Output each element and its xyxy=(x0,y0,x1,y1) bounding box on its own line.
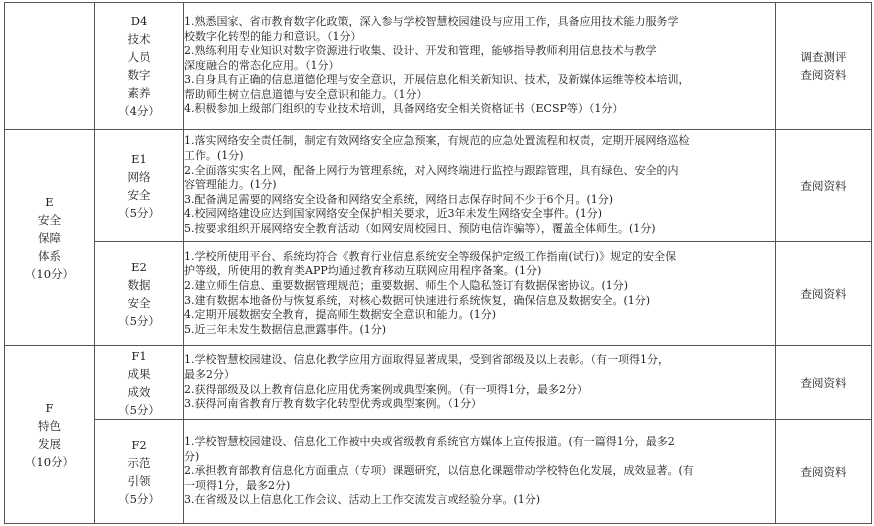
subcategory-label: 示范 xyxy=(127,455,151,470)
criteria-item: 2.获得部级及以上教育信息化应用优秀案例或典型案例。（有一项得1分，最多2分） xyxy=(184,382,588,396)
criteria-item: 1.熟悉国家、省市教育数字化政策，深入参与学校智慧校园建设与应用工作，具备应用技术能力服务学 xyxy=(184,14,679,28)
subcategory-label: 人员 xyxy=(127,50,151,64)
table-row xyxy=(5,242,872,346)
category-cell xyxy=(5,346,95,524)
category-cell xyxy=(5,3,95,130)
criteria-item: 4.积极参加上级部门组织的专业技术培训，具备网络安全相关资格证书（ECSP等）（1分） xyxy=(184,102,624,116)
category-label: F xyxy=(45,400,54,415)
category-label: 保障 xyxy=(38,230,61,245)
subcategory-cell xyxy=(95,420,184,524)
subcategory-label: （5分） xyxy=(118,205,160,220)
criteria-item: 3.自身具有正确的信息道德伦理与安全意识，开展信息化相关新知识、技术，及新媒体运维等校本培训， xyxy=(184,73,690,87)
evaluation-method-cell xyxy=(776,346,872,420)
subcategory-label: 成果 xyxy=(127,366,151,381)
criteria-cell xyxy=(184,3,776,130)
subcategory-label: D4 xyxy=(130,14,148,28)
subcategory-label: （5分） xyxy=(118,313,160,328)
evaluation-method-cell xyxy=(776,242,872,346)
category-label: 安全 xyxy=(38,212,61,227)
category-label: 发展 xyxy=(38,436,61,451)
subcategory-label: 成效 xyxy=(127,384,151,399)
evaluation-method-label: 查阅资料 xyxy=(800,464,847,479)
category-label: 特色 xyxy=(38,418,61,433)
criteria-item: 3.在省级及以上信息化工作会议、活动上工作交流发言或经验分享。(1分) xyxy=(184,493,541,507)
criteria-cell xyxy=(184,420,776,524)
subcategory-label: E2 xyxy=(131,259,147,274)
category-cell xyxy=(5,130,95,346)
criteria-item: 3.获得河南省教育厅教育数字化转型优秀或典型案例。（1分） xyxy=(184,397,482,411)
subcategory-label: 数据 xyxy=(127,277,151,292)
criteria-item-continued: 帮助师生树立信息道德与安全意识和能力。（1分） xyxy=(184,87,428,101)
subcategory-label: F1 xyxy=(131,348,147,363)
subcategory-label: 素养 xyxy=(127,86,151,100)
evaluation-method-label: 查阅资料 xyxy=(800,286,847,301)
criteria-item-continued: 一项得1分，最多2分) xyxy=(184,478,291,492)
evaluation-table xyxy=(4,2,872,524)
subcategory-label: （4分） xyxy=(118,104,160,118)
criteria-item: 2.承担教育部教育信息化方面重点（专项）课题研究，以信息化课题带动学校特色化发展，成效显著。(有 xyxy=(184,464,694,478)
criteria-cell xyxy=(184,130,776,242)
subcategory-label: 引领 xyxy=(127,473,151,488)
subcategory-label: 安全 xyxy=(127,295,151,310)
criteria-item: 1.学校智慧校园建设、信息化工作被中央或省级教育系统官方媒体上宣传报道。(有一篇得1分，最多2 xyxy=(184,435,675,449)
criteria-item-continued: 工作。(1分) xyxy=(184,149,244,163)
criteria-item: 1.落实网络安全责任制，制定有效网络安全应急预案，有规范的应急处置流程和权责，定期开展网络巡检 xyxy=(184,134,690,148)
criteria-item-continued: 分) xyxy=(184,449,200,463)
subcategory-cell xyxy=(95,242,184,346)
criteria-item: 4.定期开展数据安全教育，提高师生数据安全意识和能力。(1分) xyxy=(184,308,497,322)
criteria-item: 5.近三年未发生数据信息泄露事件。(1分) xyxy=(184,322,387,336)
criteria-item: 1.学校智慧校园建设、信息化教学应用方面取得显著成果，受到省部级及以上表彰。（有一项得1分， xyxy=(184,353,669,367)
evaluation-method-cell xyxy=(776,3,872,130)
subcategory-cell xyxy=(95,130,184,242)
subcategory-cell xyxy=(95,346,184,420)
category-label: 体系 xyxy=(38,248,61,263)
criteria-item: 3.配备满足需要的网络安全设备和网络安全系统，网络日志保存时间不少于6个月。(1分) xyxy=(184,192,614,206)
criteria-item: 4.校园网络建设应达到国家网络安全保护相关要求，近3年未发生网络安全事件。(1分) xyxy=(184,207,603,221)
subcategory-label: E1 xyxy=(131,151,147,166)
criteria-cell xyxy=(184,242,776,346)
table-row xyxy=(5,3,872,130)
criteria-item-continued: 深度融合的常态化应用。（1分） xyxy=(184,58,340,72)
subcategory-label: F2 xyxy=(131,437,147,452)
evaluation-method-label: 查阅资料 xyxy=(800,375,847,390)
subcategory-label: （5分） xyxy=(118,402,160,417)
criteria-item: 5.按要求组织开展网络安全教育活动（如网安周校园日、预防电信诈骗等），覆盖全体师生。(1分) xyxy=(184,221,656,235)
table-row xyxy=(5,130,872,242)
subcategory-cell xyxy=(95,3,184,130)
subcategory-label: （5分） xyxy=(118,491,160,506)
evaluation-method-cell xyxy=(776,420,872,524)
category-label: （10分） xyxy=(24,266,75,281)
category-label: E xyxy=(45,194,54,209)
evaluation-method-label: 查阅资料 xyxy=(800,178,847,193)
table-row xyxy=(5,346,872,420)
criteria-item-continued: 护等级，所使用的教育类APP均通过教育移动互联网应用程序备案。(1分) xyxy=(184,264,542,278)
subcategory-label: 技术 xyxy=(127,32,151,46)
category-label: （10分） xyxy=(24,454,75,469)
subcategory-label: 数字 xyxy=(127,68,151,82)
criteria-cell xyxy=(184,346,776,420)
criteria-item: 2.建立师生信息、重要数据管理规范；重要数据、师生个人隐私签订有数据保密协议。(1分) xyxy=(184,278,629,292)
criteria-item: 1.学校所使用平台、系统均符合《教育行业信息系统安全等级保护定级工作指南(试行)》规定的安全保 xyxy=(184,249,677,263)
criteria-item-continued: 容管理能力。(1分) xyxy=(184,178,277,192)
criteria-item-continued: 校数字化转型的能力和意识。（1分） xyxy=(184,29,362,43)
table-row xyxy=(5,420,872,524)
criteria-item: 2.熟练利用专业知识对数字资源进行收集、设计、开发和管理，能够指导教师利用信息技术与教学 xyxy=(184,44,657,58)
criteria-item: 2.全面落实实名上网，配备上网行为管理系统，对入网终端进行监控与跟踪管理，具有绿色、安全的内 xyxy=(184,163,679,177)
evaluation-method-cell xyxy=(776,130,872,242)
subcategory-label: 安全 xyxy=(127,187,151,202)
evaluation-method-label: 调查测评 xyxy=(800,50,847,64)
criteria-item-continued: 最多2分） xyxy=(184,367,235,381)
criteria-item: 3.建有数据本地备份与恢复系统，对核心数据可快速进行系统恢复，确保信息及数据安全。(1分) xyxy=(184,293,651,307)
evaluation-method-label: 查阅资料 xyxy=(800,68,847,82)
subcategory-label: 网络 xyxy=(127,169,151,184)
